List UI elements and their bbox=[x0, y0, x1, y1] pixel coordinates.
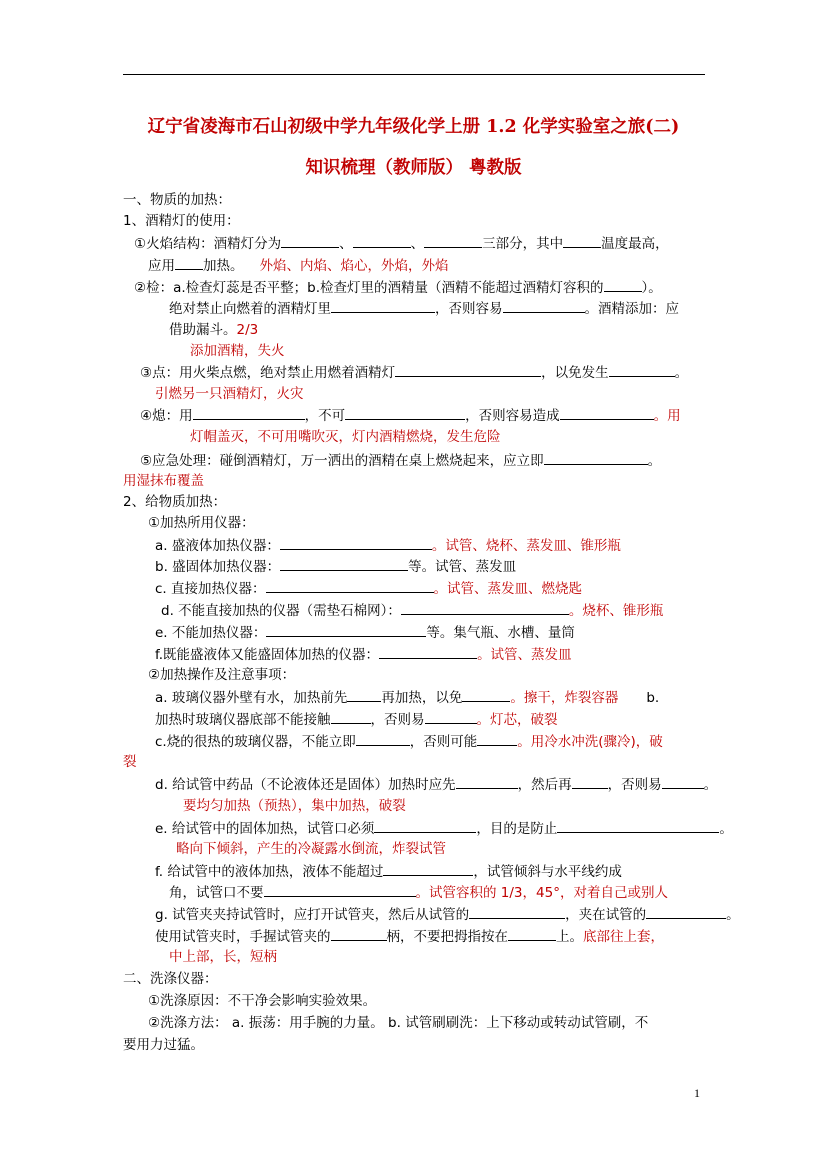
extinguish-line: ④熄：用 ，不可 ，否则容易造成 。用 bbox=[140, 405, 681, 426]
operation-f: f. 给试管中的液体加热，液体不能超过 ，试管倾斜与水平线约成 bbox=[155, 861, 622, 882]
wash-reason: ①洗涤原因：不干净会影响实验效果。 bbox=[148, 993, 377, 1009]
operation-g: g. 试管夹夹持试管时，应打开试管夹，然后从试管的 ，夹在试管的 。 bbox=[155, 904, 740, 925]
emergency-line: ⑤应急处理：碰倒酒精灯，万一洒出的酒精在桌上燃烧起来，应立即 。 bbox=[140, 450, 661, 471]
check-line: ②检：a.检查灯蕊是否平整；b.检查灯里的酒精量（酒精不能超过酒精灯容积的 ）。 bbox=[134, 277, 662, 298]
operation-d: d. 给试管中药品（不论液体还是固体）加热时应先 ，然后再 ，否则易 。 bbox=[155, 774, 717, 795]
answer-text: 中上部，长，短柄 bbox=[169, 949, 277, 965]
instrument-d: d. 不能直接加热的仪器（需垫石棉网）： 。烧杯、锥形瓶 bbox=[161, 600, 663, 621]
answer-text: 添加酒精，失火 bbox=[190, 343, 285, 359]
document-subtitle: 知识梳理（教师版） 粤教版 bbox=[305, 158, 522, 178]
answer-text: 引燃另一只酒精灯，火灾 bbox=[155, 386, 304, 402]
instrument-f: f.既能盛液体又能盛固体加热的仪器： 。试管、蒸发皿 bbox=[155, 644, 572, 665]
section-heading: 二、洗涤仪器： bbox=[123, 971, 218, 987]
wash-method-2: 要用力过猛。 bbox=[123, 1037, 204, 1053]
operation-c: c.烧的很热的玻璃仪器，不能立即 ，否则可能 。用冷水冲洗(骤冷)，破 bbox=[155, 731, 663, 752]
operation-e: e. 给试管中的固体加热，试管口必须 ，目的是防止 。 bbox=[155, 818, 733, 839]
page-number: 1 bbox=[694, 1086, 700, 1100]
section-heading: 一、物质的加热： bbox=[123, 192, 231, 208]
instrument-heading: ①加热所用仪器： bbox=[148, 515, 255, 531]
operations-heading: ②加热操作及注意事项： bbox=[148, 667, 296, 683]
answer-text: 要均匀加热（预热），集中加热，破裂 bbox=[183, 798, 406, 814]
answer-text: 2/3 bbox=[236, 322, 259, 338]
header-rule bbox=[123, 74, 705, 75]
operation-g-2: 使用试管夹时，手握试管夹的 柄，不要把拇指按在 上。底部往上套， bbox=[155, 926, 664, 947]
document-title: 辽宁省凌海市石山初级中学九年级化学上册 1.2 化学实验室之旅(二) bbox=[147, 117, 680, 137]
answer-text: 裂 bbox=[123, 754, 137, 770]
instrument-a: a. 盛液体加热仪器： 。试管、烧杯、蒸发皿、锥形瓶 bbox=[155, 535, 621, 556]
flame-structure-line-2: 应用 加热。 外焰、内焰、焰心，外焰，外焰 bbox=[148, 255, 449, 276]
operation-f-2: 角，试管口不要 。试管容积的 1/3，45°，对着自己或别人 bbox=[169, 882, 668, 903]
operation-b: 加热时玻璃仪器底部不能接触 ，否则易 。灯芯，破裂 bbox=[155, 709, 558, 730]
check-line-3: 借助漏斗。2/3 bbox=[169, 322, 259, 338]
wash-method: ②洗涤方法： a. 振荡：用手腕的力量。 b. 试管刷刷洗：上下移动或转动试管刷，不 bbox=[148, 1015, 649, 1031]
instrument-c: c. 直接加热仪器： 。试管、蒸发皿、燃烧匙 bbox=[155, 578, 582, 599]
subsection-heading: 1、酒精灯的使用： bbox=[123, 213, 240, 229]
check-line-2: 绝对禁止向燃着的酒精灯里 ，否则容易 。酒精添加：应 bbox=[169, 298, 679, 319]
answer-text: 外焰、内焰、焰心，外焰，外焰 bbox=[259, 258, 449, 274]
answer-text: 灯帽盖灭，不可用嘴吹灭，灯内酒精燃烧，发生危险 bbox=[190, 429, 501, 445]
answer-text: 用湿抹布覆盖 bbox=[123, 473, 204, 489]
operation-a: a. 玻璃仪器外壁有水，加热前先 再加热，以免 。擦干，炸裂容器 b. bbox=[155, 687, 659, 708]
instrument-e: e. 不能加热仪器： 等。集气瓶、水槽、量筒 bbox=[155, 622, 575, 643]
instrument-b: b. 盛固体加热仪器： 等。试管、蒸发皿 bbox=[155, 556, 516, 577]
subsection-heading: 2、给物质加热： bbox=[123, 494, 227, 510]
lighting-line: ③点：用火柴点燃，绝对禁止用燃着酒精灯 ，以免发生 。 bbox=[140, 362, 688, 383]
answer-text: 略向下倾斜，产生的冷凝露水倒流，炸裂试管 bbox=[176, 841, 446, 857]
flame-structure-line: ①火焰结构：酒精灯分为 、 、 三部分，其中 温度最高， bbox=[134, 233, 669, 254]
